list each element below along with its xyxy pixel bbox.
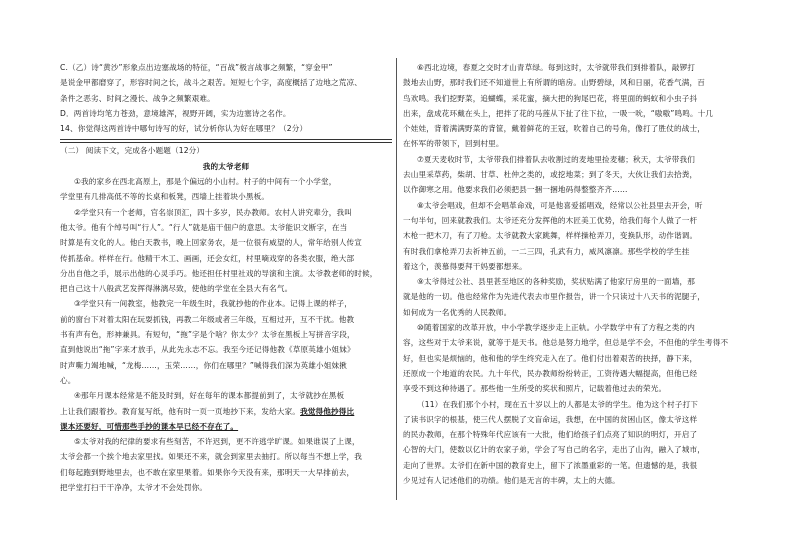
p10-line-1: ⑩随着国家的改革开放，中小学教学逐步走上正轨。小学数学中有了方程之类的内 — [417, 323, 695, 333]
p7-line-1: ⑦夏天麦收时节，太爷带我们排着队去收割过的麦地里捡麦穗；秋天，太爷带我们 — [417, 154, 695, 164]
p10-line-3: 好，但也实是烦恼的，他和他的学生终究走入在了。他们付出着艰苦的抉择，静下来， — [403, 353, 698, 363]
p1-line-1: ①我的家乡在西北高原上，那是个偏远的小山村。村子的中间有一个小学堂， — [74, 177, 337, 187]
p11-line-3: 的民办教师，在那个特殊年代应该有一大批，他们给孩子们点亮了知识的明灯，开启了 — [403, 430, 698, 440]
p4-line-2-text: 上让我们跟着抄。教育复写纸，他有时一页一页地抄下来，发给大家。 — [60, 406, 301, 416]
p1-line-2: 学堂里有几排高低不等的长桌和板凳，西墙上挂着块小黑板。 — [60, 192, 270, 202]
option-c-line-1: C.（乙）诗“黄沙”形象点出边塞战场的特征，“百战”极言战事之频繁，“穿金甲” — [60, 63, 333, 72]
p4-line-2 — [60, 404, 392, 419]
p11-line-4: 心智的大门，使数以亿计的农家子弟，学会了写自己的名字，走出了山沟，融入了城市， — [403, 445, 706, 455]
p3-line-5: 时声嘶力竭地喊，“龙梅……，玉荣……，你们在哪里？”喊得我们深为英雄小姐妹揪 — [60, 360, 347, 370]
p6-line-4: 出来，盘成花环戴在头上，把拌了花的马莲从下扯了往下拉，一吸一吮，“嗷嗷”鸣鸣。十几 — [403, 108, 714, 118]
article-title: 我的太爷老师 — [202, 161, 250, 171]
p8-line-2: 一句半句，回来就教我们。太爷还充分发挥他的木匠美工优势，给我们每个人做了一杆 — [403, 215, 698, 225]
p10-line-2: 容，这些对于太爷来说，就等于是天书。他总是努力地学，但总是学不会，不但他的学生考得不 — [403, 338, 729, 348]
p5-line-3: 们每起跑到野地里去，也不敢在家里果着。如果你今天没有来，那明天一大早排前去， — [60, 467, 355, 477]
p2-line-5: 分出自他之手，展示出他的心灵手巧。他还担任村里社戏的导演和主演。太爷教老师的时候， — [60, 268, 378, 278]
p9-line-1: ⑨太爷得过公社、县里甚至地区的各种奖励，奖状贴满了他家厅房里的一面墙，那 — [417, 277, 695, 287]
p3-line-3: 书有声有色，形神兼具。有短句，“拖”字是个啥？你太少？太爷在黑板上写拼音字段， — [60, 330, 355, 340]
option-c-line-2: 是说金甲都磨穿了，形容时间之长，战斗之艰苦。短短七个字，高度概括了边地之荒凉、 — [60, 78, 363, 88]
answer-line-top — [60, 139, 392, 140]
p6-line-1: ⑥西北边境，春夏之交时才山青草绿。每到这时，太爷就带我们到排着队，敲锣打 — [417, 63, 695, 72]
p2-line-2: 他太爷。他有个绰号叫“行人”。“行人”就是庙干佃户的意思。太爷能识文断字，在当 — [60, 222, 348, 232]
column-divider — [396, 58, 397, 500]
p10-line-5: 享受不到这种待遇了。那些他一生所受的奖状和照片，记载着他过去的荣光。 — [403, 384, 667, 394]
p6-line-5: 个娃娃，背着满满野菜的背筐，戴着鲜花的王冠，吹着自己的号角，像打了胜仗的战士， — [403, 124, 706, 134]
option-c-line-3: 条件之恶劣、时间之漫长、战争之频繁艰难。 — [60, 93, 215, 103]
p2-line-6: 把自己这十八般武艺发挥得淋漓尽致，使他的学堂在全县大有名气。 — [60, 284, 293, 294]
section-header: （二） 阅读下文，完成各小题题（12分） — [60, 146, 205, 156]
p6-line-3: 鸟欢鸣。我们挖野菜，追蝴蝶，采花蜜，摘大把的狗尾巴花，将里面的蚂蚁和小虫子抖 — [403, 93, 698, 103]
question-14: 14、你觉得这两首诗中哪句诗写的好，试分析你认为好在哪里？（2分） — [60, 124, 308, 134]
option-d: D．两首诗均笔力苍劲，意境雄浑，视野开阔，实为边塞诗之名作。 — [60, 108, 291, 118]
p2-line-4: 传抓基命。样样在行。他精干木工、画画，还会女红，村里嘀戏穿的各类衣服，绝大部 — [60, 253, 355, 263]
p9-line-2: 就是他的一切。他也经常作为先进代表去市里作报告，讲一个只读过十八天书的泥腿子， — [403, 292, 706, 302]
p8-line-3: 木枪一把木刀，有了刀枪。太爷就教大家跳舞，样样操枪弄刀，变换队形，动作谐调。 — [403, 231, 698, 241]
p7-line-3: 以作御寒之用。他要求我们必须把县一捆一捆地码得整整齐齐…… — [403, 185, 628, 195]
p4-underlined-end: 课本还要好，可惜那些手抄的课本早已经不存在了。 — [60, 421, 239, 431]
p2-line-1: ②学堂只有一个老师，官名崇顶汇，四十多岁，民办教师。农村人讲究辈分，我叫 — [74, 207, 352, 217]
p6-line-6: 在怀军的带领下，回到村里。 — [403, 139, 504, 149]
p11-line-2: 了读书识字的根基，使三代人摆脱了文盲命运，我想，在中国的贫困山区，像太爷这样 — [403, 414, 698, 424]
p11-line-5: 走向了世界。太爷们在新中国的教育史上，留下了浓墨重彩的一笔。但遗憾的是，我很 — [403, 460, 698, 470]
p3-line-4: 直到他说出“拖”字来才放手，从此先永志不忘。我至今还记得他教《草原英雄小姐妹》 — [60, 345, 355, 355]
p3-line-6: 心。 — [60, 375, 76, 385]
p8-line-5: 着这个，羡慕得要拜干妈要都想来。 — [403, 261, 527, 271]
p11-line-1: （11）在我们那个小村，现在五十岁以上的人都是太爷的学生。他为这个村子打下 — [417, 399, 698, 409]
p11-line-6: 少见过有人记述他们的功绩。他们是无言的丰碑，太上的大德。 — [403, 476, 620, 486]
p4-underlined-start: 我觉得他抄得比 — [300, 406, 355, 416]
p2-line-3: 时算是有文化的人。他白天教书，晚上回家务农，是一位很有威望的人，常年给别人传宣 — [60, 238, 363, 248]
p10-line-4: 还原成一个地道的农民。九十年代，民办教师纷纷转正，工资待遇大幅提高，但他已经 — [403, 368, 698, 378]
p7-line-2: 去山里采草药，柴胡、甘草、杜仲之类的，或挖地菜；到了冬天，大伙让我们去拾粪， — [403, 170, 698, 180]
p9-line-3: 如何成为一名优秀的人民教师。 — [403, 307, 512, 317]
p6-line-2: 鼓地去山野，那时我们还不知道世上有所谓的暗房。山野碧绿，风和日丽，花香气满，百 — [403, 78, 706, 88]
p4-line-1: ④那年月课本经常是不能及时到，好在每年的课本都提前到了，太爷就抄在黑板 — [74, 391, 345, 401]
p5-line-2: 太爷会都一个挨个地去家里找。如果还不来，就会到家里去抽打。所以每当不想上学，我 — [60, 452, 363, 462]
left-column — [60, 60, 392, 495]
p3-line-2: 前的窗台下对着太阳在玩耍抓钱，再教二年级或者三年级，互相过开，互不干扰。他教 — [60, 314, 355, 324]
p5-line-4: 把学堂打扫干干净净，太爷才不会处罚你。 — [60, 483, 208, 493]
p5-line-1: ⑤太爷对我的纪律的要求有些刻苦，不许迟到，更不许逃学旷课。如果谁误了上课， — [74, 437, 360, 447]
p3-line-1: ③学堂只有一间教室，他教完一年级生时，我就抄他的作业本。记得上课的样子， — [74, 299, 352, 309]
p8-line-4: 有时我们拿枪弄刀去祈神五前，一二三四，孔武有力，威风凛凛。那些学校的学生挂 — [403, 246, 690, 256]
p8-line-1: ⑧太爷会唱戏，但却不会唱革命戏，可是他喜爱摇唱戏，经常以公社县里去开会，听 — [417, 200, 703, 210]
right-column — [403, 60, 733, 488]
